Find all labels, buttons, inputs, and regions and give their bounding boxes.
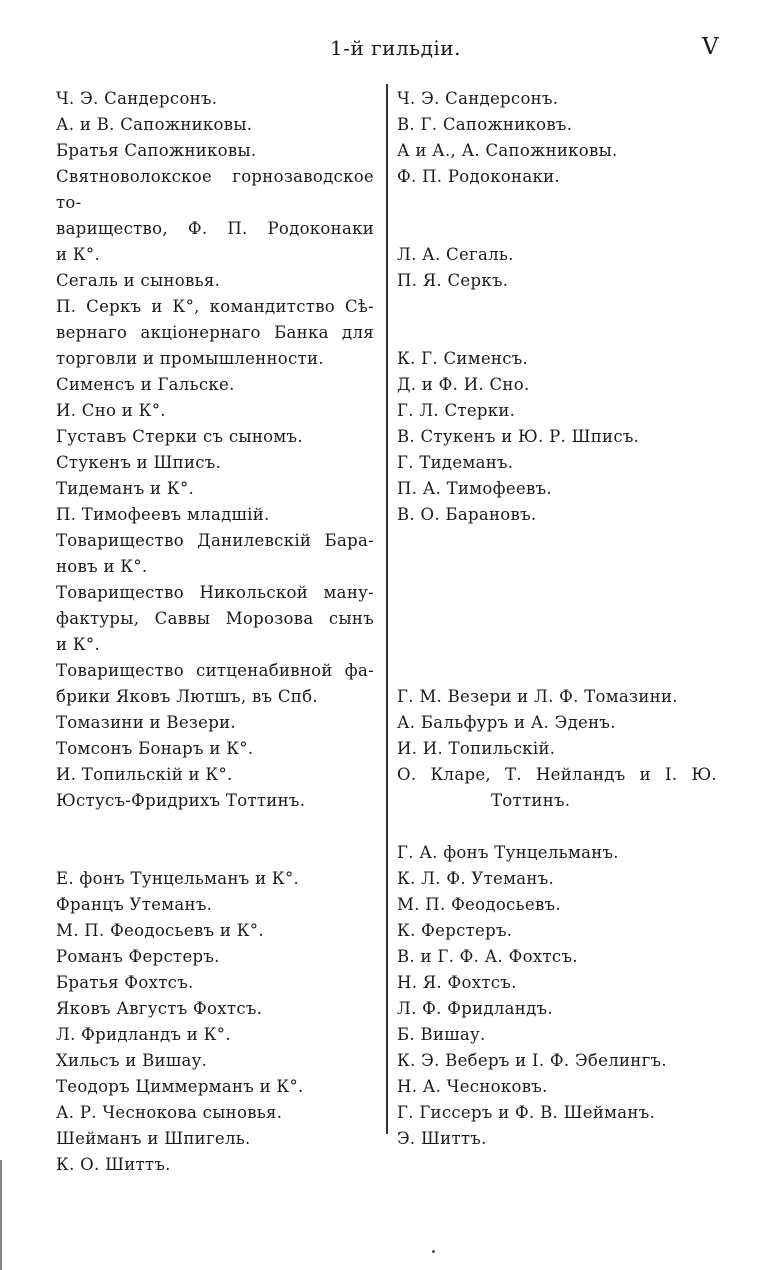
- firm-name-line: Братья Фохтсъ.: [56, 973, 194, 992]
- firm-entry: [56, 736, 374, 762]
- owner-entry: [397, 1074, 717, 1100]
- firm-entry: [56, 1126, 374, 1152]
- firms-column: [56, 86, 374, 1178]
- owner-name-line: В. Г. Сапожниковъ.: [397, 115, 573, 134]
- firm-entry: [56, 398, 374, 424]
- owner-name-line: И. И. Топильскій.: [397, 739, 556, 758]
- owner-entry: [397, 1022, 717, 1048]
- firm-name-line: Товарищество Данилевскій Бара-: [56, 531, 374, 550]
- owner-entry: [397, 138, 717, 164]
- owner-name-line: В. О. Барановъ.: [397, 505, 537, 524]
- owner-name-line: Л. Ф. Фридландъ.: [397, 999, 553, 1018]
- firm-name-line: И. Сно и К°.: [56, 401, 166, 420]
- firm-entry: [56, 892, 374, 918]
- firm-name-line: Романъ Ферстеръ.: [56, 947, 220, 966]
- firm-entry: [56, 1048, 374, 1074]
- owner-name-line: Б. Вишау.: [397, 1025, 486, 1044]
- firm-entry: [56, 1074, 374, 1100]
- owner-name-line: П. Я. Серкъ.: [397, 271, 509, 290]
- firm-entry: [56, 762, 374, 788]
- firm-name-line: М. П. Феодосьевъ и К°.: [56, 921, 264, 940]
- firm-name-line: Л. Фридландъ и К°.: [56, 1025, 231, 1044]
- firm-name-line: Братья Сапожниковы.: [56, 141, 257, 160]
- owner-entry: [397, 996, 717, 1022]
- firm-entry: [56, 502, 374, 528]
- firm-name-line: Е. фонъ Тунцельманъ и К°.: [56, 869, 300, 888]
- firm-entry: [56, 1022, 374, 1048]
- owner-entry: [397, 840, 717, 866]
- owners-column: [397, 86, 717, 1152]
- firm-name-line: Томазини и Везери.: [56, 713, 236, 732]
- owner-entry: [397, 1126, 717, 1152]
- firm-name-line: П. Тимофеевъ младшій.: [56, 505, 270, 524]
- firm-name-line: Сименсъ и Гальске.: [56, 375, 235, 394]
- firm-name-line: А. Р. Чеснокова сыновья.: [56, 1103, 283, 1122]
- firm-name-line: Сегаль и сыновья.: [56, 271, 221, 290]
- owner-entry: [397, 554, 717, 632]
- firm-name-line: Шейманъ и Шпигель.: [56, 1129, 251, 1148]
- owner-name-line: Н. А. Чесноковъ.: [397, 1077, 548, 1096]
- firm-entry: [56, 658, 374, 710]
- firm-name-line: Яковъ Августъ Фохтсъ.: [56, 999, 263, 1018]
- firm-name-line: Хильсъ и Вишау.: [56, 1051, 208, 1070]
- firm-name-line: К. О. Шиттъ.: [56, 1155, 171, 1174]
- owner-entry: [397, 1100, 717, 1126]
- owner-name-line: К. Э. Веберъ и І. Ф. Эбелингъ.: [397, 1051, 667, 1070]
- firm-entry: [56, 476, 374, 502]
- firm-name-line: новъ и К°.: [56, 557, 148, 576]
- owner-name-line: К. Ферстеръ.: [397, 921, 513, 940]
- firm-entry: [56, 450, 374, 476]
- firm-entry: [56, 372, 374, 398]
- owner-entry: [397, 242, 717, 268]
- owner-entry: [397, 268, 717, 346]
- firm-name-line: И. Топильскій и К°.: [56, 765, 233, 784]
- owner-name-line: Г. М. Везери и Л. Ф. Томазини.: [397, 687, 678, 706]
- firm-entry: [56, 944, 374, 970]
- page-number: V: [702, 34, 719, 60]
- firm-name-line: Ч. Э. Сандерсонъ.: [56, 89, 218, 108]
- owner-entry: [397, 424, 717, 450]
- owner-name-line: О. Кларе, Т. Нейландъ и І. Ю.: [397, 765, 717, 784]
- firm-entry: [56, 294, 374, 372]
- owner-name-line: П. А. Тимофеевъ.: [397, 479, 552, 498]
- firm-entry: [56, 112, 374, 138]
- firm-name-line: Густавъ Стерки съ сыномъ.: [56, 427, 303, 446]
- owner-name-line: Л. А. Сегаль.: [397, 245, 514, 264]
- owner-name-line: М. П. Феодосьевъ.: [397, 895, 561, 914]
- owner-name-line: Э. Шиттъ.: [397, 1129, 487, 1148]
- scan-speck: [432, 1250, 435, 1253]
- firm-name-line: Юстусъ-Фридрихъ Тоттинъ.: [56, 791, 306, 810]
- firm-entry: [56, 86, 374, 112]
- owner-name-line: Г. Тидеманъ.: [397, 453, 514, 472]
- owner-name-line: А. Бальфуръ и А. Эденъ.: [397, 713, 616, 732]
- firm-name-line: вернаго акціонернаго Банка для: [56, 323, 374, 342]
- scan-edge-mark: [0, 1160, 2, 1270]
- firm-entry: [56, 268, 374, 294]
- owner-name-line: Г. Л. Стерки.: [397, 401, 516, 420]
- firm-name-line: Товарищество ситценабивной фа-: [56, 661, 374, 680]
- firm-name-line: А. и В. Сапожниковы.: [56, 115, 253, 134]
- owner-entry: [397, 710, 717, 736]
- owner-entry: [397, 632, 717, 684]
- firm-entry: [56, 866, 374, 892]
- page-title: 1-й гильдіи.: [330, 36, 461, 60]
- firm-name-line: Тидеманъ и К°.: [56, 479, 195, 498]
- owner-name-line: К. Л. Ф. Утеманъ.: [397, 869, 555, 888]
- firm-name-line: варищество, Ф. П. Родоконаки: [56, 219, 374, 238]
- owner-entry: [397, 346, 717, 372]
- owner-entry: [397, 372, 717, 398]
- firm-entry: [56, 970, 374, 996]
- owner-entry: [397, 918, 717, 944]
- firm-name-line: Святноволокское горнозаводское то-: [56, 167, 374, 212]
- owner-name-line: А и А., А. Сапожниковы.: [397, 141, 618, 160]
- owner-entry: [397, 476, 717, 502]
- owner-entry: [397, 1048, 717, 1074]
- column-divider: [386, 84, 388, 1134]
- firm-name-line: и К°.: [56, 245, 101, 264]
- firm-entry: [56, 424, 374, 450]
- firm-entry: [56, 996, 374, 1022]
- firm-name-line: Францъ Утеманъ.: [56, 895, 213, 914]
- firm-entry: [56, 580, 374, 658]
- page-header: [0, 36, 758, 66]
- firm-name-line: фактуры, Саввы Морозова сынъ: [56, 609, 374, 628]
- owner-name-line: Д. и Ф. И. Сно.: [397, 375, 530, 394]
- owner-entry: [397, 112, 717, 138]
- firm-entry: [56, 1152, 374, 1178]
- owner-entry: [397, 892, 717, 918]
- owner-entry: [397, 736, 717, 762]
- firm-entry: [56, 164, 374, 268]
- owner-name-line: Ч. Э. Сандерсонъ.: [397, 89, 559, 108]
- owner-name-line: Н. Я. Фохтсъ.: [397, 973, 517, 992]
- owner-entry: [397, 684, 717, 710]
- owner-name-line: К. Г. Сименсъ.: [397, 349, 529, 368]
- firm-entry: [56, 710, 374, 736]
- firm-name-line: и К°.: [56, 635, 101, 654]
- owner-entry: [397, 450, 717, 476]
- firm-entry: [56, 528, 374, 580]
- firm-name-line: торговли и промышленности.: [56, 349, 324, 368]
- owner-entry: [397, 502, 717, 554]
- owner-entry: [397, 398, 717, 424]
- firm-name-line: Томсонъ Бонаръ и К°.: [56, 739, 254, 758]
- owner-entry: [397, 86, 717, 112]
- owner-name-line: Тоттинъ.: [491, 791, 571, 810]
- owner-name-line: Г. А. фонъ Тунцельманъ.: [397, 843, 619, 862]
- owner-name-line: В. Стукенъ и Ю. Р. Шписъ.: [397, 427, 640, 446]
- owner-entry: [397, 866, 717, 892]
- firm-name-line: Товарищество Никольской ману-: [56, 583, 374, 602]
- owner-name-line: Г. Гиссеръ и Ф. В. Шейманъ.: [397, 1103, 656, 1122]
- owner-entry: [397, 970, 717, 996]
- firm-entry: [56, 918, 374, 944]
- owner-entry: [397, 164, 717, 242]
- firm-name-line: Теодоръ Циммерманъ и К°.: [56, 1077, 304, 1096]
- firm-name-line: П. Серкъ и К°, командитство Сѣ-: [56, 297, 374, 316]
- owner-entry: [397, 762, 717, 840]
- firm-entry: [56, 1100, 374, 1126]
- firm-entry: [56, 788, 374, 866]
- firm-name-line: брики Яковъ Лютшъ, въ Спб.: [56, 687, 318, 706]
- firm-entry: [56, 138, 374, 164]
- owner-entry: [397, 944, 717, 970]
- firm-name-line: Стукенъ и Шписъ.: [56, 453, 222, 472]
- owner-name-line: В. и Г. Ф. А. Фохтсъ.: [397, 947, 578, 966]
- owner-name-line: Ф. П. Родоконаки.: [397, 167, 560, 186]
